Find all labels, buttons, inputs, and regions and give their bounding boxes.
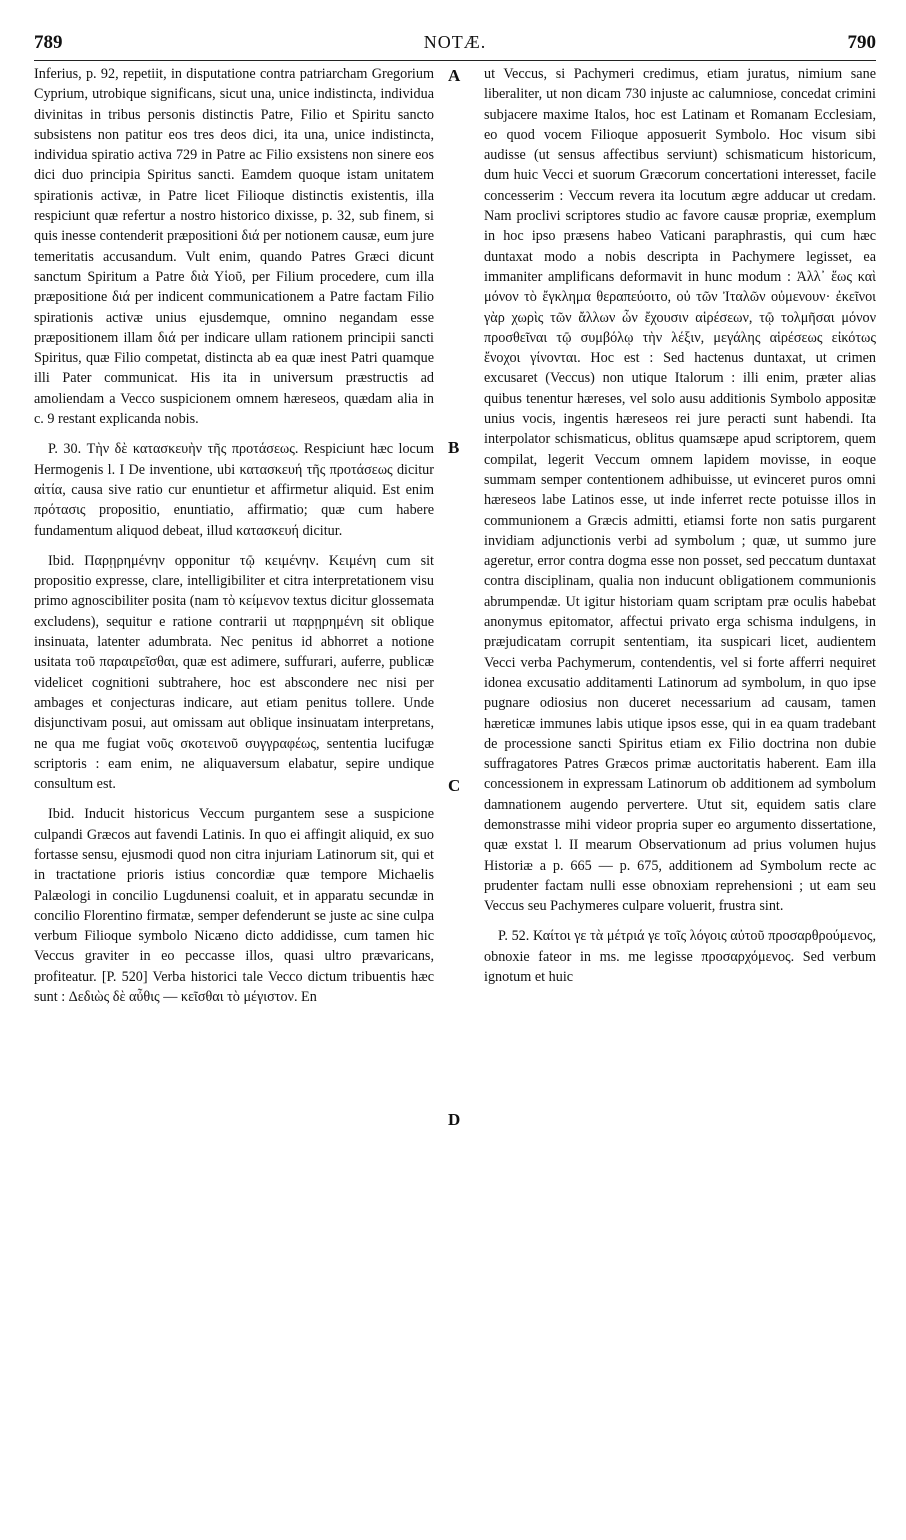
- paragraph: Ibid. Παρῃρημένην opponitur τῷ κειμένην. Κειμένη cum sit propositio expresse, clare, intelligibiliter et citra interpretationem visu primo agnoscibiliter posita (nam τὸ κείμενον textus dicitur glossemata excludens), sequitur e ratione contrarii ut παρῃρημένη sit oblique insinuata, latenter adumbrata. Nec penitus id abhorret a notione usitata τοῦ παραιρεῖσθαι, quæ est adimere, suffurari, auferre, publicæ videlicet cognitioni subtrahere, hoc est abscondere nec nisi per ambages et conjecturas indicare, aut etiam penitus tollere. Unde disjunctivam posui, aut omissam aut oblique insinuatam interpretans, ne qua me fugiat νοῦς σκοτεινοῦ συγγραφέως, sententia lucifugæ scriptoris : eam enim, ne aliquaversum elabatur, sepire undique consultum est.: [34, 552, 434, 793]
- margin-letter-c: C: [448, 776, 461, 795]
- paragraph: Ibid. Inducit historicus Veccum purgantem sese a suspicione culpandi Græcos aut favendi Latinis. In quo ei affingit aliquid, ex suo fortasse sensu, ejusmodi quod non citra injuriam Latinorum sit, qui et in tractatione prioris istius concordiæ quæ tempore Michaelis Palæologi in concilio Lugdunensi coaluit, et in apparatu secundæ in concilio Florentino firmatæ, semper defenderunt se juste ac sine culpa verbum Filioque symbolo Nicæno dicto addidisse, cum tamen hic Veccus graviter in eo peccasse illos, quasi ultro prævaricans, profiteatur. [P. 520] Verba historici tale Vecco dictum tribuentis hæc sunt : Δεδιὼς δὲ αὖθις — κεῖσθαι τὸ μέγιστον. En: [34, 806, 434, 1006]
- left-column: [34, 64, 434, 1007]
- margin-letter-b: B: [448, 438, 460, 457]
- paragraph: P. 52. Καίτοι γε τὰ μέτριά γε τοῖς λόγοις αὐτοῦ προσαρθρούμενος, obnoxie fateor in ms. me legisse προσαρχόμενος. Sed verbum ignotum et huic: [484, 928, 876, 986]
- page-number-right: 790: [847, 32, 876, 53]
- running-title: NOTÆ.: [423, 32, 487, 52]
- paragraph: ut Veccus, si Pachymeri credimus, etiam juratus, nimium sane liberaliter, ut non dicam 730 injuste ac calumniose, concedat crimini subjacere maxime Italos, hoc est Latinam et Romanam Ecclesiam, eo quod vocem Filioque apposuerit Symbolo. Hoc visum sibi audisse (ut sensus affectibus serviunt) schismaticum historicum, dum huic Vecci et suorum Græcorum concertationi interesset, facile concesserim : Veccum revera ita locutum ægre adducar ut credam. Nam proclivi scriptores studio ac favore causæ propriæ, exemplum in hoc ipso præsens habeo Vaticani paraphrastis, qui cum hæc duntaxat modo a nobis descripta in Pachymere legisset, ea immaniter amplificans deformavit in hunc modum : Ἀλλ᾽ ἕως καὶ μόνον τὸ ἔγκλημα θεραπεύοιτο, οὐ τῶν Ἰταλῶν οὐμενουν· ἐκεῖνοι γὰρ χωρὶς τῶν ἄλλων ὧν ἔχουσιν αἱρέσεων, τῷ τολμῆσαι μόνον προσθεῖναι τῷ συμβόλῳ τὴν λέξιν, μεγάλης αἱρέσεως εἰκότως ἔνοχοι γίνονται. Hoc est : Sed hactenus duntaxat, ut crimen excusaret (Veccus) non utique Italorum : illi enim, præter alias quibus tenentur hæreses, vel solo ausu additionis Symbolo appositæ unius vocis, ingentis hæreseos rei jure peracti sunt habendi. Ita interpolator schismaticus, oblitus quamsæpe apud scriptorem, quem compilat, legerit Veccum omnem lapidem movisse, in eoque summam semper contentionem adhibuisse, ut evinceret puros omni hæreseos labe Latinos esse, ut inde inferret recte potuisse illos in communionem a Græcis admitti, etiamsi forte non satis purgarent invidiam adjunctionis verbi ad symbolum ; quæ, ut summo jure ageretur, error contra dogma esse non posset, sed peccatum duntaxat contra disciplinam, qualia non inducunt obligationem communionis abrumpendæ. Ut igitur historiam quam scriptam præ oculis habebat anonymus epitomator, affectui privato erga schisma indulgens, in præjudicatam corrupit sententiam, ita suspicari licet, audientem Vecci verba Pachymerum, contendentis, vel si forte afferri nequiret idonea excusatio additamenti Latinorum ad symbolum, in quo ipse pugnare odiosius non duceret necessarium ad causam, tamen hæreticæ immunes labis utique ipsos esse, qui in ea quam tradebant de processione sancti Spiritus etiam ex Filio doctrina non dubie suffragatores Patres Græcos primæ auctoritatis haberent. Eam illa concessionem in expressam Latinorum ob additionem ad symbolum damnationem augendo pervertere. Utut sit, equidem satis clare demonstrasse mihi videor propria super eo argumento dissertatione, quæ exstat l. II mearum Observationum ad prius volumen hujus Historiæ a p. 665 — p. 675, additionem ad Symbolum recte ac prudenter factam nulli esse obnoxiam reprehensioni ; ut eam seu Veccus seu Pachymeres culpare voluerit, frustra sint.: [484, 66, 876, 915]
- margin-letter-d: D: [448, 1110, 461, 1129]
- page-header: [34, 30, 876, 61]
- page-number-left: 789: [34, 32, 63, 53]
- margin-letter-a: A: [448, 66, 461, 85]
- paragraph: P. 30. Τὴν δὲ κατασκευὴν τῆς προτάσεως. Respiciunt hæc locum Hermogenis l. I De inventione, ubi κατασκευή τῆς προτάσεως dicitur αἰτία, causa sive ratio cur enuntietur et affirmetur aliquid. Est enim πρότασις propositio, enuntiatio, affirmatio; quæ cum habere fundamentum aliquod debeat, illud κατασκευή dicitur.: [34, 441, 434, 539]
- right-column: [484, 64, 876, 987]
- paragraph: Inferius, p. 92, repetiit, in disputatione contra patriarcham Gregorium Cyprium, utrobique significans, sicut una, unice indistincta, individua divinitas in tribus personis distinctis Patre, Filio et Spiritu sancto subsistens non patitur eos tres deos dici, ita una, unice indistincta, individua spiratio activa 729 in Patre ac Filio exsistens non sinere eos dici duo principia Spiritus sancti. Eamdem quoque istam unitatem spirationis activæ, in Patre licet Filioque distinctis existentis, illa respiciunt quæ refertur a nostro historico dixisse, p. 32, sub finem, si quis inesse contenderit præpositioni διά per notionem causæ, eum jure temeritatis accusandum. Vult enim, quando Patres Græci dicunt sanctum Spiritum a Patre διὰ Υἱοῦ, per Filium procedere, cum illa præpositione διά per indicent communicationem a Patre factam Filio spirationis activæ unius ejusdemque, omnino negandam esse præpositionem illam διά per indicare ullam rationem principii sancti Spiritus, quæ Filio competat, distincta ab ea quæ inest Patri quamque illi Pater communicat. His ita in universum præstructis ad amoliendam a Vecco suspicionem omnem hæreseos, quædam alia in c. 9 restant explicanda nobis.: [34, 66, 434, 428]
